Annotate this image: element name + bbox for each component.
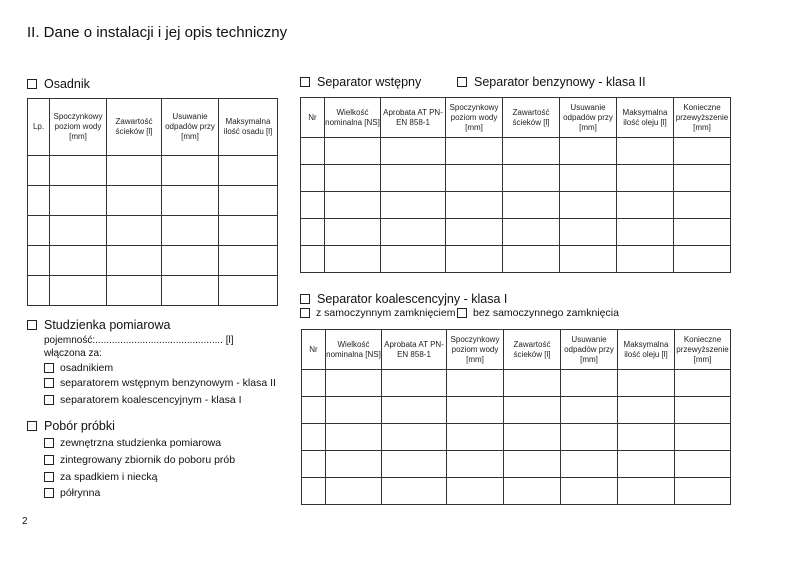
option-label: półrynna (60, 487, 101, 499)
option-label: zewnętrzna studzienka pomiarowa (60, 437, 222, 449)
table-row (301, 138, 731, 165)
studzienka-section (27, 318, 170, 332)
pobor-option (44, 487, 100, 499)
table-header: Maksymalna ilość osadu [l] (219, 99, 278, 156)
table-header: Nr (301, 98, 325, 138)
table-header: Maksymalna ilość oleju [l] (618, 330, 675, 370)
opt2-label: bez samoczynnego zamknięcia (473, 307, 619, 319)
option-checkbox[interactable] (44, 488, 54, 498)
osadnik-checkbox[interactable] (27, 79, 37, 89)
option-label: osadnikiem (60, 362, 114, 374)
table-row (28, 216, 278, 246)
pobor-option (44, 471, 157, 483)
table-header: Spoczynkowy poziom wody [mm] (446, 98, 503, 138)
pobor-option (44, 437, 221, 449)
studzienka-checkbox[interactable] (27, 320, 37, 330)
table-header: Aprobata AT PN-EN 858-1 (381, 98, 446, 138)
studzienka-label: Studzienka pomiarowa (44, 318, 171, 332)
opt1-checkbox[interactable] (300, 308, 310, 318)
table-header: Zawartość ścieków [l] (504, 330, 561, 370)
table-header: Usuwanie odpadów przy [mm] (560, 98, 617, 138)
separator-wstepny-label: Separator wstępny (317, 75, 422, 89)
table-header: Konieczne przewyższenie [mm] (675, 330, 731, 370)
pobor-label: Pobór próbki (44, 419, 115, 433)
separator-benzynowy-checkbox[interactable] (457, 77, 467, 87)
option-checkbox[interactable] (44, 378, 54, 388)
table-row (28, 186, 278, 216)
option-label: separatorem wstępnym benzynowym - klasa II (60, 377, 276, 389)
table-header: Konieczne przewyższenie [mm] (674, 98, 731, 138)
table-header: Nr (302, 330, 326, 370)
option-label: za spadkiem i niecką (60, 471, 158, 483)
table-row (301, 246, 731, 273)
option-label: separatorem koalescencyjnym - klasa I (60, 394, 242, 406)
koalescencyjny-opt2 (457, 307, 619, 319)
separator-wstepny-checkbox[interactable] (300, 77, 310, 87)
table-row (302, 370, 731, 397)
koalescencyjny-checkbox[interactable] (300, 294, 310, 304)
osadnik-label: Osadnik (44, 77, 90, 91)
option-checkbox[interactable] (44, 438, 54, 448)
table-row (28, 276, 278, 306)
koalescencyjny-label: Separator koalescencyjny - klasa I (317, 292, 508, 306)
table-header: Lp. (28, 99, 50, 156)
table-row (302, 424, 731, 451)
studzienka-option (44, 362, 113, 374)
table-header: Maksymalna ilość oleju [l] (617, 98, 674, 138)
capacity-field[interactable]: pojemność:.............................................. [l] (44, 335, 234, 346)
studzienka-option (44, 377, 276, 389)
osadnik-table (27, 98, 278, 306)
option-checkbox[interactable] (44, 395, 54, 405)
pobor-option (44, 454, 235, 466)
separator-benzynowy-section (457, 75, 646, 89)
option-checkbox[interactable] (44, 455, 54, 465)
koalescencyjny-section (300, 292, 507, 306)
table-header: Usuwanie odpadów przy [mm] (561, 330, 618, 370)
pobor-checkbox[interactable] (27, 421, 37, 431)
separator-wstepny-section (300, 75, 421, 89)
koalescencyjny-table (301, 329, 731, 505)
table-row (302, 478, 731, 505)
option-checkbox[interactable] (44, 363, 54, 373)
option-checkbox[interactable] (44, 472, 54, 482)
table-row (301, 219, 731, 246)
table-row (28, 246, 278, 276)
table-row (301, 192, 731, 219)
table-row (301, 165, 731, 192)
osadnik-section (27, 77, 90, 91)
table-header: Zawartość ścieków [l] (107, 99, 162, 156)
opt2-checkbox[interactable] (457, 308, 467, 318)
page-title: II. Dane o instalacji i jej opis techniczny (27, 24, 288, 41)
table-header: Zawartość ścieków [l] (503, 98, 560, 138)
table-row (302, 397, 731, 424)
page-number: 2 (22, 516, 28, 527)
table-header: Spoczynkowy poziom wody [mm] (447, 330, 504, 370)
table-header: Usuwanie odpadów przy [mm] (162, 99, 219, 156)
table-header: Aprobata AT PN-EN 858-1 (382, 330, 447, 370)
table-header: Spoczynkowy poziom wody [mm] (50, 99, 107, 156)
separator-benzynowy-label: Separator benzynowy - klasa II (474, 75, 646, 89)
separator-table (300, 97, 731, 273)
koalescencyjny-opt1 (300, 307, 455, 319)
connected-label: włączona za: (44, 348, 102, 359)
table-header: Wielkość nominalna [NS] (326, 330, 382, 370)
pobor-section (27, 419, 115, 433)
option-label: zintegrowany zbiornik do poboru prób (60, 454, 236, 466)
table-row (302, 451, 731, 478)
table-row (28, 156, 278, 186)
opt1-label: z samoczynnym zamknięciem (316, 307, 456, 319)
studzienka-option (44, 394, 242, 406)
table-header: Wielkość nominalna [NS] (325, 98, 381, 138)
